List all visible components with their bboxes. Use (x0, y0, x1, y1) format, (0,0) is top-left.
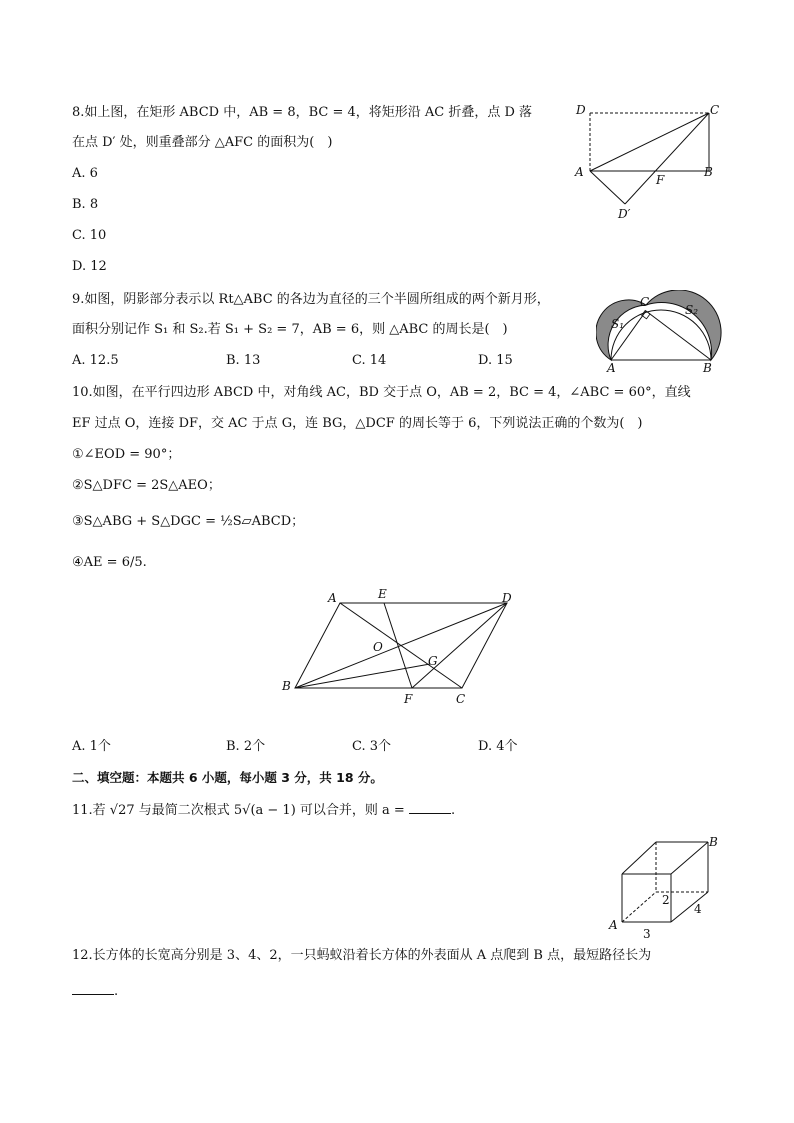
q8-label-c: C (710, 103, 720, 117)
q10-text-line1: 10.如图，在平行四边形 ABCD 中，对角线 AC，BD 交于点 O，AB = 2，BC = 4，∠ABC = 60°，直线 (72, 385, 691, 400)
q12-suffix: . (114, 984, 119, 999)
q9-option-a: A. 12.5 (72, 353, 119, 368)
q9-label-s2: S₂ (685, 303, 699, 317)
q10-label-a: A (328, 591, 337, 605)
q11-text (72, 801, 455, 821)
q10-label-g: G (428, 654, 438, 668)
q8-label-dprime: D′ (618, 207, 631, 221)
q9-option-b: B. 13 (226, 353, 261, 368)
q12-label-height: 2 (662, 893, 670, 907)
q8-label-d: D (576, 103, 586, 117)
q9-text-line1: 9.如图，阴影部分表示以 Rt△ABC 的各边为直径的三个半圆所组成的两个新月形， (72, 292, 550, 307)
q10-text-line2: EF 过点 O，连接 DF，交 AC 于点 G，连 BG，△DCF 的周长等于 6，下列说法正确的个数为( ) (72, 416, 643, 431)
q10-option-d: D. 4个 (478, 739, 518, 754)
q8-option-a: A. 6 (72, 166, 98, 181)
q10-statement-4: ④AE = 6/5. (72, 555, 147, 570)
q9-label-c: C (640, 295, 650, 309)
q10-parallelogram-figure (278, 585, 528, 710)
q8-label-f: F (656, 173, 665, 187)
q12-label-b: B (709, 835, 718, 849)
q11-suffix: . (450, 803, 456, 818)
q10-label-d: D (502, 591, 512, 605)
q12-label-width: 4 (694, 902, 702, 916)
q12-answer-line (72, 982, 118, 1002)
q12-answer-blank[interactable] (72, 982, 114, 995)
q9-crescent-figure (596, 290, 726, 375)
q8-label-b: B (704, 165, 713, 179)
q10-label-b: B (282, 679, 291, 693)
q10-label-e: E (378, 587, 387, 601)
q8-label-a: A (575, 165, 584, 179)
q8-option-b: B. 8 (72, 197, 99, 212)
q10-statement-2: ②S△DFC = 2S△AEO； (72, 478, 221, 493)
q8-text-line1: 8.如上图，在矩形 ABCD 中，AB = 8，BC = 4，将矩形沿 AC 折叠，点 D 落 (72, 105, 533, 120)
q9-text-line2: 面积分别记作 S₁ 和 S₂.若 S₁ + S₂ = 7，AB = 6，则 △ABC 的周长是( ) (72, 322, 508, 337)
section-heading-fill-in: 二、填空题：本题共 6 小题，每小题 3 分，共 18 分。 (72, 770, 383, 785)
q12-text-line1: 12.长方体的长宽高分别是 3、4、2，一只蚂蚁沿着长方体的外表面从 A 点爬到 B 点，最短路径长为 (72, 948, 652, 963)
q12-label-a: A (609, 918, 618, 932)
q10-statement-1: ①∠EOD = 90°； (72, 447, 181, 462)
q10-label-o: O (373, 640, 383, 654)
q10-label-f: F (404, 692, 413, 706)
q12-cuboid-figure (600, 830, 730, 942)
q8-text-line2: 在点 D′ 处，则重叠部分 △AFC 的面积为( ) (72, 135, 333, 150)
q10-option-c: C. 3个 (352, 739, 392, 754)
q9-label-s1: S₁ (611, 317, 625, 331)
q9-label-b: B (703, 361, 712, 375)
q12-label-length: 3 (643, 927, 651, 941)
q9-option-c: C. 14 (352, 353, 387, 368)
q8-option-c: C. 10 (72, 228, 107, 243)
q8-option-d: D. 12 (72, 259, 107, 274)
q11-answer-blank[interactable] (409, 801, 451, 814)
q10-statement-3: ③S△ABG + S△DGC = ½S▱ABCD； (72, 514, 305, 529)
q8-rectangle-fold-figure (570, 98, 730, 223)
q10-option-b: B. 2个 (226, 739, 266, 754)
q10-option-a: A. 1个 (72, 739, 111, 754)
q10-label-c: C (456, 692, 466, 706)
q9-label-a: A (607, 361, 616, 375)
q9-option-d: D. 15 (478, 353, 513, 368)
q11-prefix: 11.若 √27 与最简二次根式 5√(a − 1) 可以合并，则 a = (72, 803, 405, 818)
